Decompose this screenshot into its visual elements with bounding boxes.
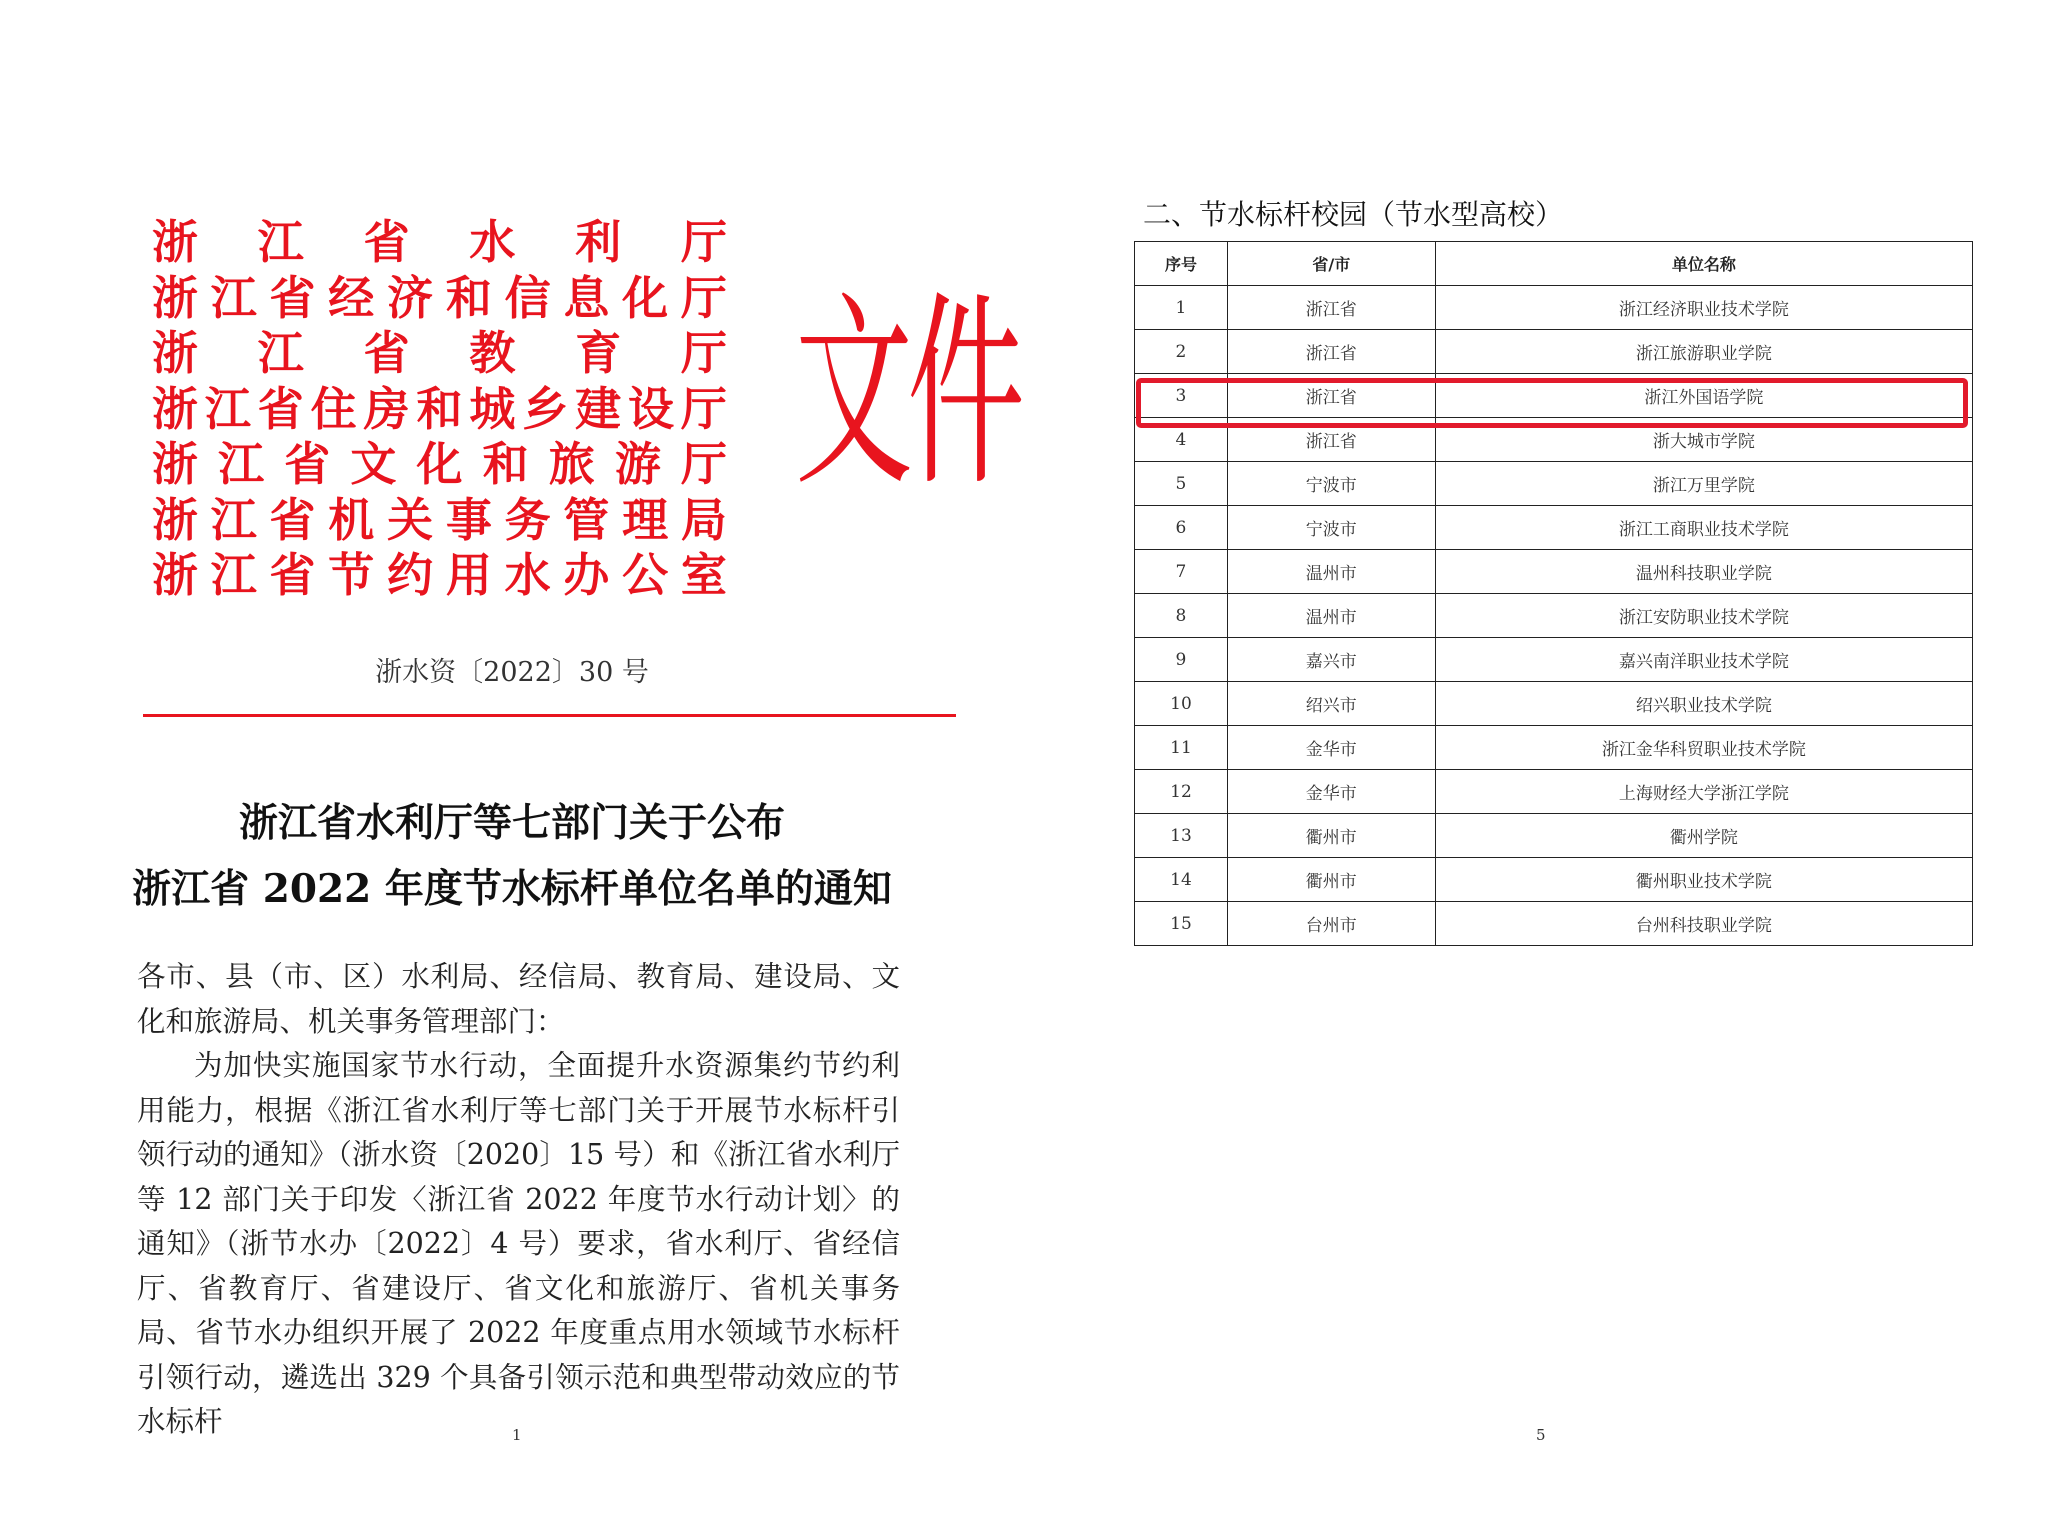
issuer-line	[152, 437, 727, 493]
issuer-line	[152, 326, 727, 382]
issuer-char: 公	[622, 548, 669, 602]
cell-index: 4	[1135, 418, 1228, 462]
cell-index: 2	[1135, 330, 1228, 374]
cell-index: 6	[1135, 506, 1228, 550]
issuer-char: 江	[210, 270, 257, 325]
table-row	[1135, 594, 1973, 638]
issuer-char: 文	[350, 437, 397, 491]
cell-province-city: 温州市	[1227, 594, 1435, 638]
cell-index: 15	[1135, 902, 1228, 946]
issuer-char: 约	[387, 548, 434, 602]
issuer-char: 和	[482, 437, 529, 491]
page-number-left: 1	[512, 1426, 522, 1444]
issuer-char: 浙	[152, 548, 198, 602]
issuer-char: 省	[284, 437, 331, 491]
cell-unit-name: 上海财经大学浙江学院	[1435, 770, 1972, 814]
issuer-char: 江	[210, 492, 257, 547]
cell-unit-name: 浙江经济职业技术学院	[1435, 286, 1972, 330]
issuer-char: 江	[257, 326, 304, 380]
section-heading: 二、节水标杆校园（节水型高校）	[1143, 198, 1564, 231]
cell-index: 5	[1135, 462, 1228, 506]
cell-unit-name: 浙江工商职业技术学院	[1435, 506, 1972, 550]
cell-province-city: 宁波市	[1227, 462, 1435, 506]
issuer-char: 乡	[522, 381, 569, 436]
document-type-mark	[795, 272, 1020, 515]
table-row	[1135, 902, 1973, 946]
cell-province-city: 绍兴市	[1227, 682, 1435, 726]
issuer-char: 经	[328, 270, 375, 325]
issuer-line	[152, 548, 727, 604]
cell-province-city: 嘉兴市	[1227, 638, 1435, 682]
issuer-char: 节	[328, 548, 375, 602]
cell-unit-name: 绍兴职业技术学院	[1435, 682, 1972, 726]
issuer-char: 浙	[152, 492, 198, 547]
cell-unit-name: 温州科技职业学院	[1435, 550, 1972, 594]
table-row	[1135, 550, 1973, 594]
cell-index: 9	[1135, 638, 1228, 682]
issuer-char: 省	[363, 326, 410, 380]
cell-index: 3	[1135, 374, 1228, 418]
cell-unit-name: 衢州学院	[1435, 814, 1972, 858]
school-list-table	[1134, 241, 1973, 946]
cell-province-city: 衢州市	[1227, 814, 1435, 858]
issuer-char: 省	[269, 548, 316, 602]
issuer-char: 厅	[680, 215, 727, 269]
document-type-label: 文件	[795, 272, 1020, 514]
cell-index: 13	[1135, 814, 1228, 858]
issuer-line	[152, 382, 727, 438]
issuer-char: 城	[469, 381, 516, 436]
cell-index: 1	[1135, 286, 1228, 330]
table-body	[1135, 286, 1973, 946]
cell-province-city: 浙江省	[1227, 374, 1435, 418]
table-row	[1135, 462, 1973, 506]
issuer-char: 浙	[152, 437, 198, 491]
notice-body	[137, 955, 900, 1445]
issuer-char: 省	[269, 492, 316, 547]
issuer-char: 建	[575, 381, 622, 436]
issuer-char: 理	[622, 492, 669, 547]
cell-province-city: 金华市	[1227, 770, 1435, 814]
issuer-char: 浙	[152, 270, 198, 325]
cell-unit-name: 嘉兴南洋职业技术学院	[1435, 638, 1972, 682]
issuer-char: 用	[445, 548, 492, 602]
issuer-line	[152, 493, 727, 549]
cell-province-city: 宁波市	[1227, 506, 1435, 550]
issuer-char: 厅	[680, 326, 727, 380]
cell-province-city: 浙江省	[1227, 286, 1435, 330]
issuer-char: 办	[563, 548, 610, 602]
notice-title-line-2: 浙江省 2022 年度节水标杆单位名单的通知	[132, 866, 892, 912]
issuer-char: 厅	[681, 437, 727, 491]
issuer-char: 事	[445, 492, 492, 547]
header-province-city: 省/市	[1227, 242, 1435, 286]
issuer-char: 水	[469, 215, 516, 269]
issuer-char: 局	[680, 492, 727, 547]
table-row	[1135, 286, 1973, 330]
table-row	[1135, 418, 1973, 462]
cell-index: 8	[1135, 594, 1228, 638]
cell-province-city: 温州市	[1227, 550, 1435, 594]
issuer-char: 住	[310, 381, 357, 436]
table-header-row	[1135, 242, 1973, 286]
notice-title	[0, 790, 1024, 922]
document-number: 浙水资〔2022〕30 号	[375, 657, 649, 688]
issuer-char: 务	[504, 492, 551, 547]
issuer-char: 省	[257, 381, 304, 436]
notice-salutation: 各市、县（市、区）水利局、经信局、教育局、建设局、文化和旅游局、机关事务管理部门：	[137, 960, 900, 1038]
cell-index: 7	[1135, 550, 1228, 594]
issuer-char: 江	[204, 381, 251, 436]
issuer-char: 省	[269, 270, 316, 325]
issuer-char: 江	[257, 215, 304, 269]
table-row	[1135, 374, 1973, 418]
cell-index: 11	[1135, 726, 1228, 770]
notice-paragraph: 为加快实施国家节水行动，全面提升水资源集约节约利用能力，根据《浙江省水利厅等七部门关于开展节水标杆引领行动的通知》（浙水资〔2020〕15 号）和《浙江省水利厅等 12 部门关于印发〈浙江省 2022 年度节水行动计划〉的通知》（浙节水办〔2022〕4 号）要求，省水利厅、省经信厅、省教育厅、省建设厅、省文化和旅游厅、省机关事务局、省节水办组织开展了 2022 年度重点用水领域节水标杆引领行动，遴选出 329 个具备引领示范和典型带动效应的节水标杆	[137, 1049, 900, 1438]
issuer-char: 浙	[152, 381, 198, 436]
issuer-char: 江	[210, 548, 257, 602]
issuer-char: 信	[504, 270, 551, 325]
cell-unit-name: 浙大城市学院	[1435, 418, 1972, 462]
issuer-char: 化	[622, 270, 669, 325]
cell-unit-name: 浙江外国语学院	[1435, 374, 1972, 418]
table-row	[1135, 638, 1973, 682]
header-index: 序号	[1135, 242, 1228, 286]
issuer-char: 育	[575, 326, 622, 380]
cell-province-city: 浙江省	[1227, 418, 1435, 462]
issuer-char: 息	[563, 270, 610, 325]
issuer-char: 厅	[680, 270, 727, 325]
cell-unit-name: 浙江金华科贸职业技术学院	[1435, 726, 1972, 770]
issuer-char: 管	[563, 492, 610, 547]
table-row	[1135, 330, 1973, 374]
header-unit-name: 单位名称	[1435, 242, 1972, 286]
table-row	[1135, 814, 1973, 858]
cell-index: 10	[1135, 682, 1228, 726]
issuer-char: 浙	[152, 326, 198, 380]
issuer-char: 浙	[152, 215, 198, 269]
issuer-char: 和	[445, 270, 492, 325]
issuer-char: 和	[416, 381, 463, 436]
cell-index: 14	[1135, 858, 1228, 902]
issuer-char: 关	[387, 492, 434, 547]
issuer-char: 江	[218, 437, 265, 491]
issuer-char: 水	[504, 548, 551, 602]
issuer-char: 厅	[680, 381, 727, 436]
issuer-char: 旅	[548, 437, 595, 491]
cell-unit-name: 台州科技职业学院	[1435, 902, 1972, 946]
cell-unit-name: 浙江万里学院	[1435, 462, 1972, 506]
cell-province-city: 衢州市	[1227, 858, 1435, 902]
issuer-char: 利	[575, 215, 622, 269]
issuer-char: 教	[469, 326, 516, 380]
cell-index: 12	[1135, 770, 1228, 814]
cell-unit-name: 浙江旅游职业学院	[1435, 330, 1972, 374]
table-row	[1135, 682, 1973, 726]
table-row	[1135, 770, 1973, 814]
issuer-char: 机	[328, 492, 375, 547]
cell-province-city: 浙江省	[1227, 330, 1435, 374]
cell-unit-name: 浙江安防职业技术学院	[1435, 594, 1972, 638]
table-row	[1135, 726, 1973, 770]
issuer-char: 省	[363, 215, 410, 269]
red-divider-line	[143, 714, 956, 717]
issuer-line	[152, 271, 727, 327]
issuer-char: 房	[363, 381, 410, 436]
notice-title-line-1: 浙江省水利厅等七部门关于公布	[238, 800, 785, 846]
cell-unit-name: 衢州职业技术学院	[1435, 858, 1972, 902]
issuing-departments	[152, 215, 727, 604]
issuer-char: 化	[416, 437, 463, 491]
issuer-line	[152, 215, 727, 271]
table-row	[1135, 506, 1973, 550]
cell-province-city: 台州市	[1227, 902, 1435, 946]
table-row	[1135, 858, 1973, 902]
page-number-right: 5	[1536, 1426, 1546, 1444]
issuer-char: 室	[680, 548, 727, 602]
issuer-char: 济	[387, 270, 434, 325]
issuer-char: 游	[614, 437, 661, 491]
cell-province-city: 金华市	[1227, 726, 1435, 770]
issuer-char: 设	[628, 381, 675, 436]
